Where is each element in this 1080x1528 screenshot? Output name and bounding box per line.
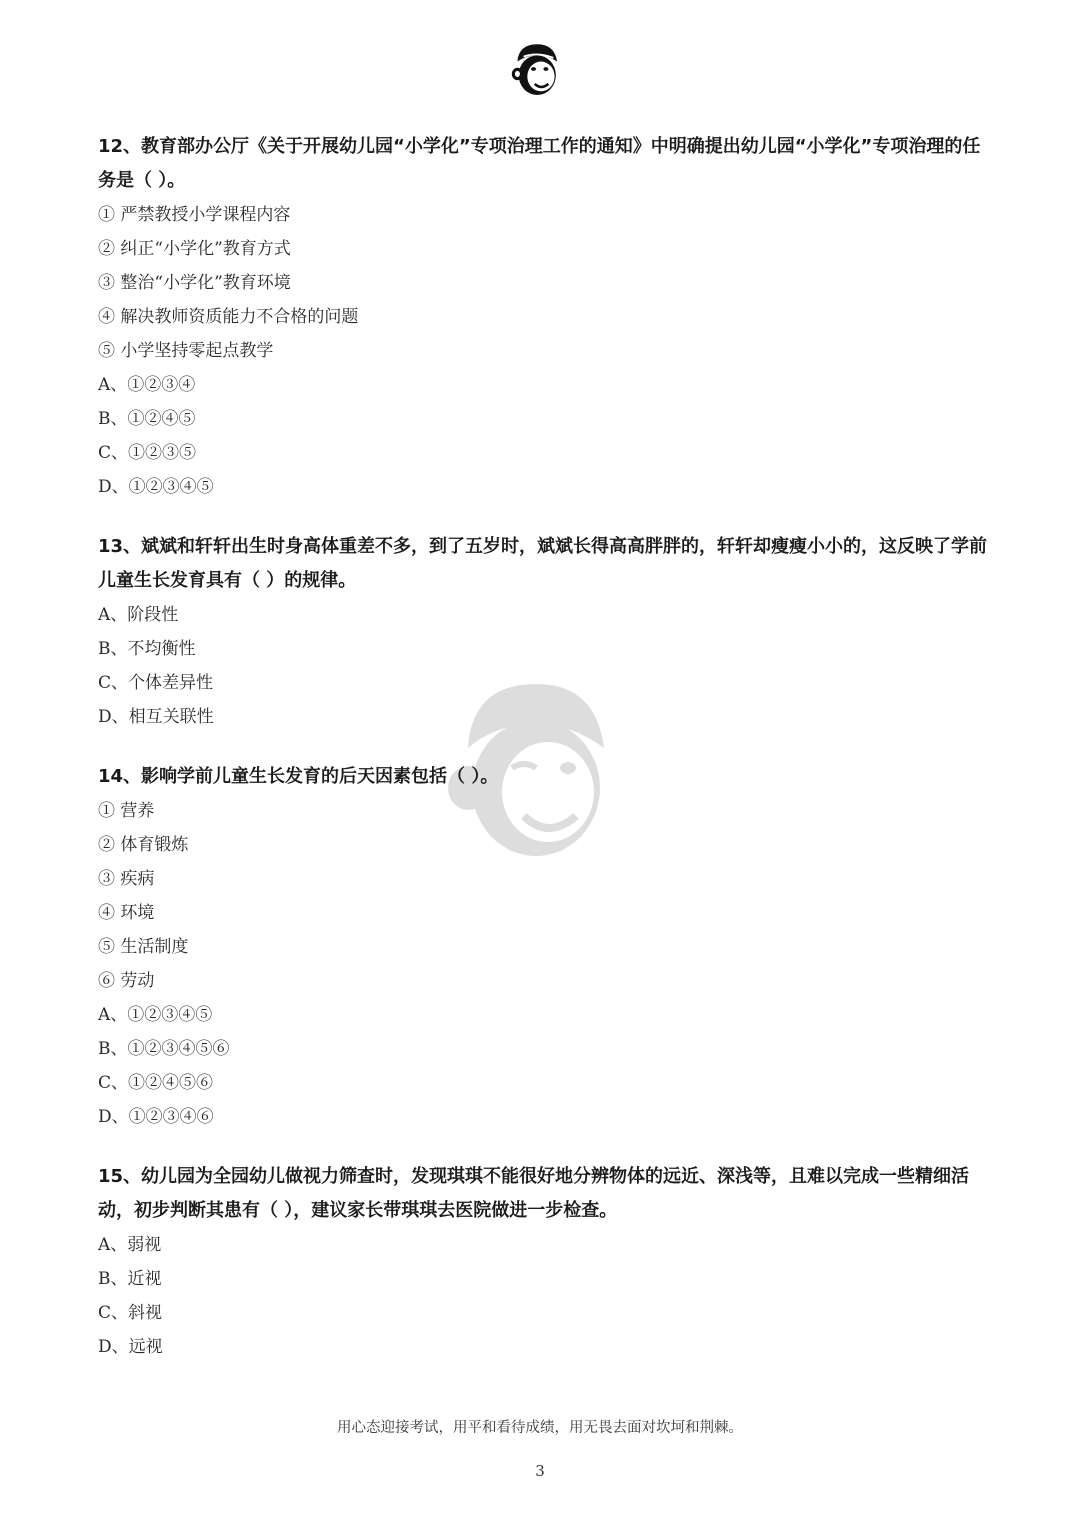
question-stem: 13、斌斌和轩轩出生时身高体重差不多，到了五岁时，斌斌长得高高胖胖的，轩轩却瘦瘦小小的，这反映了学前儿童生长发育具有（ ）的规律。	[98, 536, 988, 591]
footer-motto: 用心态迎接考试，用平和看待成绩，用无畏去面对坎坷和荆棘。	[337, 1420, 743, 1436]
question-stem: 12、教育部办公厅《关于开展幼儿园“小学化”专项治理工作的通知》中明确提出幼儿园“小学化”专项治理的任务是（ ）。	[98, 136, 981, 191]
answer-option: B、①②④⑤	[98, 409, 196, 429]
statement-item: ② 纠正“小学化”教育方式	[98, 239, 291, 259]
page-number: 3	[535, 1462, 545, 1480]
answer-option: A、阶段性	[98, 605, 179, 625]
answer-option: A、弱视	[98, 1235, 162, 1255]
statement-item: ⑤ 生活制度	[98, 937, 189, 957]
question-13	[98, 530, 988, 734]
statement-item: ① 营养	[98, 801, 155, 821]
answer-option: C、①②④⑤⑥	[98, 1073, 214, 1093]
question-list	[98, 130, 988, 1390]
answer-option: B、①②③④⑤⑥	[98, 1039, 230, 1059]
answer-option: A、①②③④⑤	[98, 1005, 213, 1025]
answer-option: A、①②③④	[98, 375, 196, 395]
statement-item: ③ 疾病	[98, 869, 155, 889]
question-12	[98, 130, 988, 504]
statement-item: ④ 环境	[98, 903, 155, 923]
monkey-mascot-icon	[505, 38, 567, 100]
statement-item: ⑤ 小学坚持零起点教学	[98, 341, 274, 361]
answer-option: C、①②③⑤	[98, 443, 197, 463]
statement-item: ③ 整治“小学化”教育环境	[98, 273, 291, 293]
answer-option: D、远视	[98, 1337, 163, 1357]
answer-option: D、①②③④⑤	[98, 477, 214, 497]
statement-item: ④ 解决教师资质能力不合格的问题	[98, 307, 359, 327]
statement-item: ⑥ 劳动	[98, 971, 155, 991]
statement-item: ① 严禁教授小学课程内容	[98, 205, 291, 225]
answer-option: B、不均衡性	[98, 639, 196, 659]
statement-item: ② 体育锻炼	[98, 835, 189, 855]
question-14	[98, 760, 988, 1134]
question-stem: 14、影响学前儿童生长发育的后天因素包括（ ）。	[98, 766, 499, 787]
question-stem: 15、幼儿园为全园幼儿做视力筛查时，发现琪琪不能很好地分辨物体的远近、深浅等，且难以完成一些精细活动，初步判断其患有（ ），建议家长带琪琪去医院做进一步检查。	[98, 1166, 970, 1221]
answer-option: B、近视	[98, 1269, 162, 1289]
answer-option: C、斜视	[98, 1303, 163, 1323]
answer-option: D、相互关联性	[98, 707, 214, 727]
answer-option: C、个体差异性	[98, 673, 214, 693]
answer-option: D、①②③④⑥	[98, 1107, 214, 1127]
question-15	[98, 1160, 988, 1364]
